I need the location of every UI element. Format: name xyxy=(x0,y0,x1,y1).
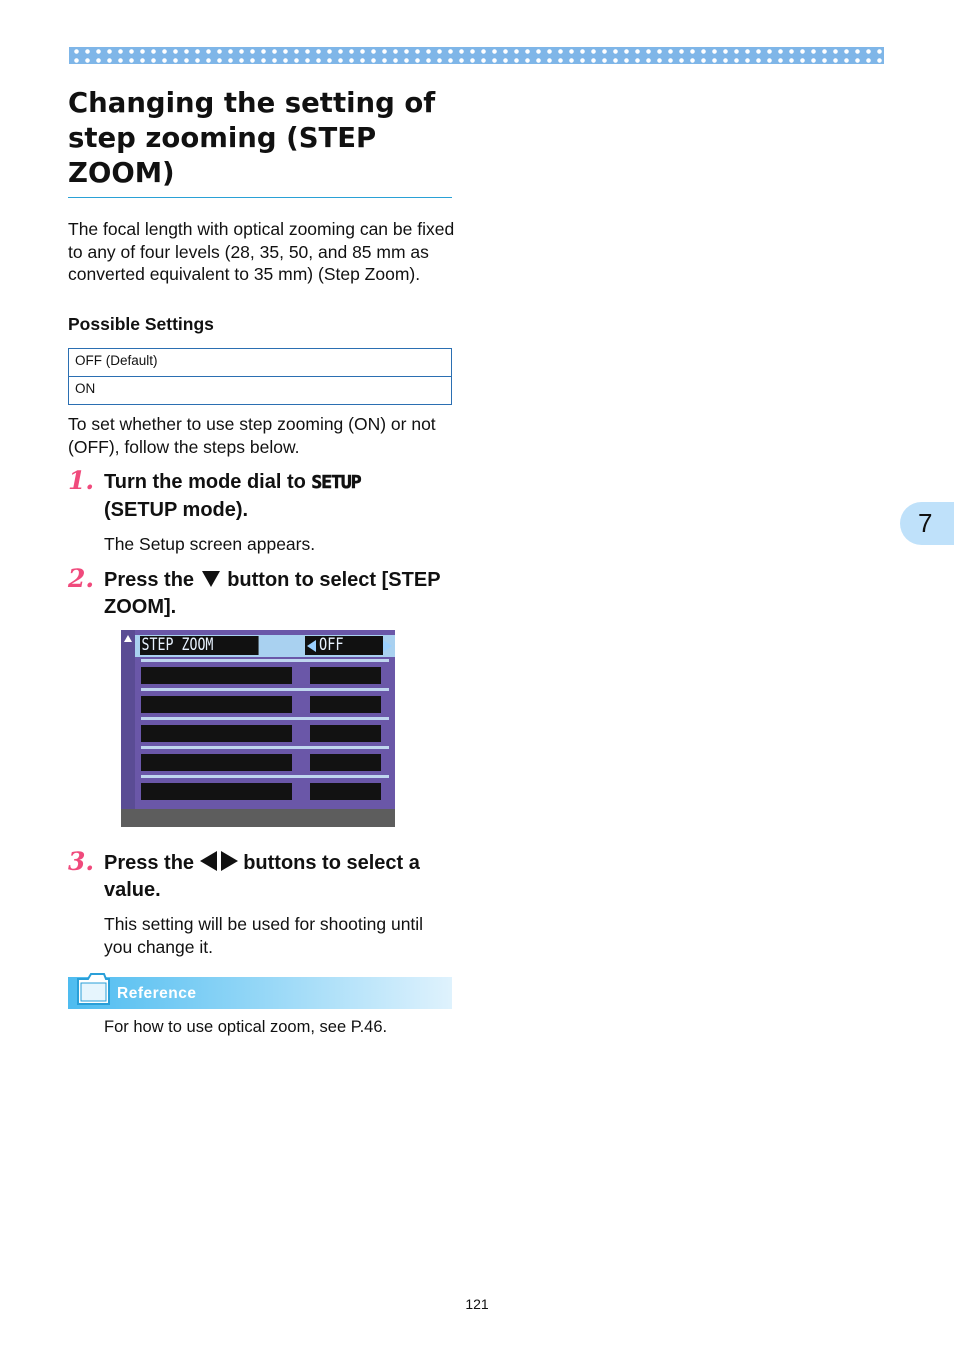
step-1-note: The Setup screen appears. xyxy=(104,534,316,554)
instruction-paragraph: To set whether to use step zooming (ON) or not (OFF), follow the steps below. xyxy=(68,414,436,457)
decorative-header-bar xyxy=(69,47,884,64)
lcd-menu-value xyxy=(305,636,383,655)
lcd-scroll-column xyxy=(121,630,135,809)
step-3-text-before: Press the xyxy=(104,852,195,874)
left-arrow-icon xyxy=(307,640,316,652)
setting-option: ON xyxy=(69,377,452,405)
table-row xyxy=(69,377,452,405)
step-number-3: 3. xyxy=(68,847,95,876)
lcd-blank-cell xyxy=(141,725,292,742)
lcd-blank-cell xyxy=(141,754,292,771)
lcd-blank-cell xyxy=(310,725,381,742)
lcd-blank-cell xyxy=(141,696,292,713)
title-underline xyxy=(68,197,452,198)
page-title: Changing the setting of step zooming (STEP ZOOM) xyxy=(68,87,436,189)
reference-text: For how to use optical zoom, see P.46. xyxy=(104,1018,388,1036)
intro-paragraph: The focal length with optical zooming can be fixed to any of four levels (28, 35, 50, and 85 mm as converted equivalent to 35 mm) (Step Zoom). xyxy=(68,219,455,284)
step-number-2: 2. xyxy=(68,564,95,593)
lcd-separator xyxy=(141,717,389,720)
camera-lcd-screen xyxy=(121,630,395,827)
down-triangle-icon xyxy=(202,571,220,587)
lcd-blank-cell xyxy=(310,783,381,800)
lcd-blank-cell xyxy=(310,696,381,713)
right-arrow-icon xyxy=(383,640,392,652)
step-2-text-after: button to select [STEP ZOOM]. xyxy=(104,569,441,618)
setting-option: OFF (Default) xyxy=(69,349,452,377)
settings-table xyxy=(68,348,452,405)
page-number: 121 xyxy=(465,1296,489,1312)
lcd-blank-cell xyxy=(310,754,381,771)
step-1-text-before: Turn the mode dial to xyxy=(104,471,306,493)
lcd-blank-cell xyxy=(141,667,292,684)
lcd-menu-label: STEP ZOOM xyxy=(140,636,259,655)
folder-icon xyxy=(74,971,112,1007)
lcd-separator xyxy=(141,775,389,778)
scroll-up-icon xyxy=(124,635,132,642)
step-3-note: This setting will be used for shooting until you change it. xyxy=(104,914,424,957)
lcd-separator xyxy=(141,746,389,749)
step-3-text-after: buttons to select a value. xyxy=(104,852,420,901)
lcd-blank-cell xyxy=(310,667,381,684)
step-1-text-after: (SETUP mode). xyxy=(104,498,249,521)
step-number-1: 1. xyxy=(68,466,95,495)
left-right-triangles-icon xyxy=(200,851,238,871)
step-2-text xyxy=(104,567,454,620)
lcd-bottom-bar xyxy=(121,809,395,827)
reference-label: Reference xyxy=(117,985,197,1002)
step-3-text xyxy=(104,850,454,903)
step-1-text xyxy=(104,469,454,523)
step-2-text-before: Press the xyxy=(104,569,195,591)
possible-settings-heading: Possible Settings xyxy=(68,314,214,334)
lcd-blank-cell xyxy=(141,783,292,800)
setup-mode-glyph: SETUP xyxy=(311,472,361,493)
table-row xyxy=(69,349,452,377)
chapter-tab: 7 xyxy=(900,502,954,545)
lcd-value-text: OFF xyxy=(319,635,344,655)
lcd-separator xyxy=(141,688,389,691)
lcd-separator xyxy=(141,659,389,662)
